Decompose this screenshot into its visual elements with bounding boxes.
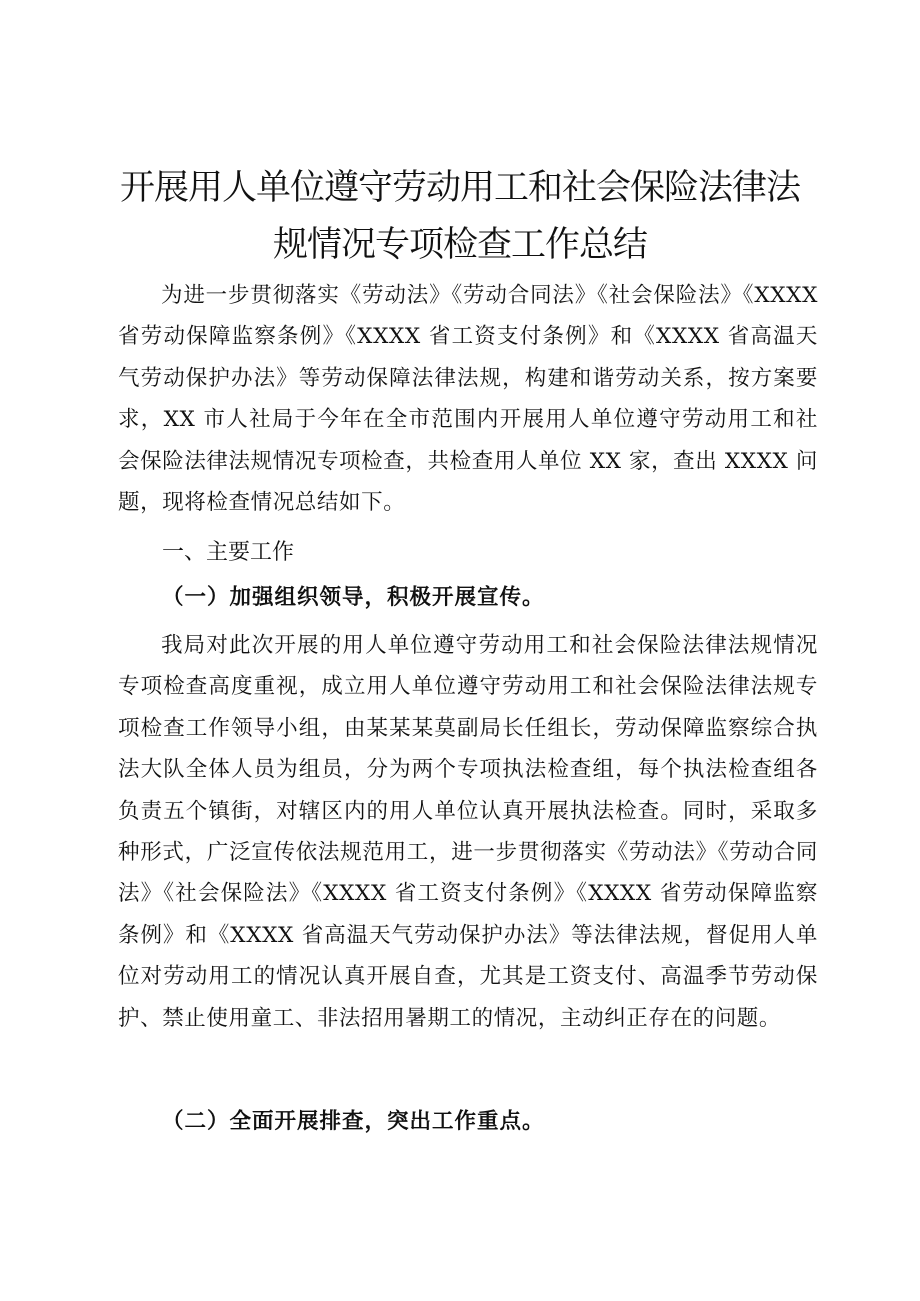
subsection-heading-inspection: （二）全面开展排查，突出工作重点。 [162, 1109, 545, 1134]
document-title-line-2: 规情况专项检查工作总结 [272, 225, 647, 265]
subsection-1-paragraph: 我局对此次开展的用人单位遵守劳动用工和社会保险法律法规情况专项检查高度重视，成立用人单位遵守劳动用工和社会保险法律法规专项检查工作领导小组，由某某某莫副局长任组长，劳动保障监察综合执法大队全体人员为组员，分为两个专项执法检查组，每个执法检查组各负责五个镇街，对辖区内的用人单位认真开展执法检查。同时，采取多种形式，广泛宣传依法规范用工，进一步贯彻落实《劳动法》《劳动合同法》《社会保险法》《XXXX 省工资支付条例》《XXXX 省劳动保障监察条例》和《XXXX 省高温天气劳动保护办法》等法律法规，督促用人单位对劳动用工的情况认真开展自查，尤其是工资支付、高温季节劳动保护、禁止使用童工、非法招用暑期工的情况，主动纠正存在的问题。 [118, 633, 818, 1031]
intro-paragraph: 为进一步贯彻落实《劳动法》《劳动合同法》《社会保险法》《XXXX 省劳动保障监察条例》《XXXX 省工资支付条例》和《XXXX 省高温天气劳动保护办法》等劳动保障法律法规，构建和谐劳动关系，按方案要求，XX 市人社局于今年在全市范围内开展用人单位遵守劳动用工和社会保险法律法规情况专项检查，共检查用人单位 XX 家，查出 XXXX 问题，现将检查情况总结如下。 [118, 283, 818, 516]
section-heading-main-work: 一、主要工作 [162, 540, 295, 565]
document-title-line-1: 开展用人单位遵守劳动用工和社会保险法律法 [119, 168, 800, 208]
subsection-heading-organization: （一）加强组织领导，积极开展宣传。 [162, 585, 545, 610]
